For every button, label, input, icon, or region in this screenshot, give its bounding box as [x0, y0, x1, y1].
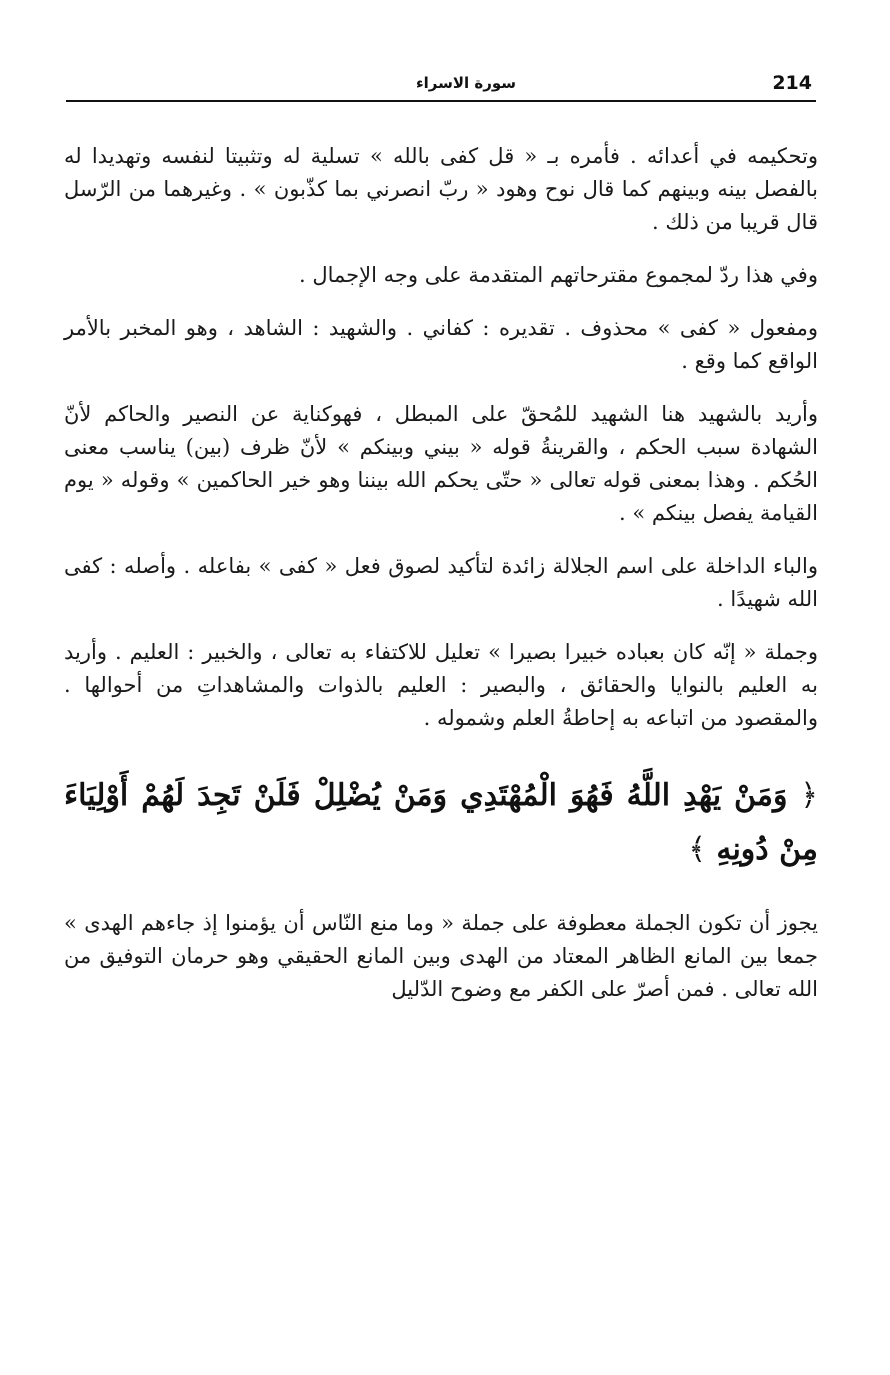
- surah-title: سورة الاسراء: [415, 74, 517, 92]
- paragraph-5: والباء الداخلة على اسم الجلالة زائدة لتأكيد لصوق فعل « كفى » بفاعله . وأصله : كفى الله شهيدًا .: [64, 554, 818, 611]
- header-rule: [66, 100, 816, 102]
- page-number: 214: [772, 72, 812, 94]
- page-body: [64, 140, 818, 1026]
- closing-paragraph: يجوز أن تكون الجملة معطوفة على جملة « وما منع النّاس أن يؤمنوا إذ جاءهم الهدى » جمعا بين المانع الظاهر المعتاد من الهدى وبين المانع الحقيقي وهو حرمان التوفيق من الله تعالى . فمن أصرّ على الكفر مع وضوح الدّليل: [64, 911, 818, 1001]
- verse-close-bracket: ﴾: [688, 832, 706, 867]
- paragraph-4: وأريد بالشهيد هنا الشهيد للمُحقّ على المبطل ، فهوكناية عن النصير والحاكم لأنّ الشهادة سبب الحكم ، والقرينةُ قوله « بيني وبينكم » لأنّ ظرف (بين) يناسب معنى الحُكم . وهذا بمعنى قوله تعالى « حتّى يحكم الله بيننا وهو خير الحاكمين » وقوله « يوم القيامة يفصل بينكم » .: [64, 402, 818, 525]
- paragraph-2: وفي هذا ردّ لمجموع مقترحاتهم المتقدمة على وجه الإجمال .: [299, 263, 818, 287]
- verse-text: وَمَنْ يَهْدِ اللَّهُ فَهُوَ الْمُهْتَدِي وَمَنْ يُضْلِلْ فَلَنْ تَجِدَ لَهُمْ أَوْلِيَاءَ مِنْ دُونِهِ: [64, 778, 818, 867]
- paragraph-1: وتحكيمه في أعدائه . فأمره بـ « قل كفى بالله » تسلية له وتثبيتا لنفسه وتهديدا له بالفصل بينه وبينهم كما قال نوح وهود « ربّ انصرني بما كذّبون » . وغيرهما من الرّسل قال قريبا من ذلك .: [64, 144, 818, 234]
- page-header: [66, 68, 816, 98]
- verse-open-bracket: ﴿: [800, 778, 818, 813]
- paragraph-3: ومفعول « كفى » محذوف . تقديره : كفاني . والشهيد : الشاهد ، وهو المخبر بالأمر الواقع كما وقع .: [64, 316, 818, 373]
- quran-verse: [64, 769, 818, 877]
- paragraph-6: وجملة « إنّه كان بعباده خبيرا بصيرا » تعليل للاكتفاء به تعالى ، والخبير : العليم . وأريد به العليم بالنوايا والحقائق ، والبصير : العليم بالذوات والمشاهداتِ من أحوالها . والمقصود من اتباعه به إحاطةُ العلم وشموله .: [64, 640, 818, 730]
